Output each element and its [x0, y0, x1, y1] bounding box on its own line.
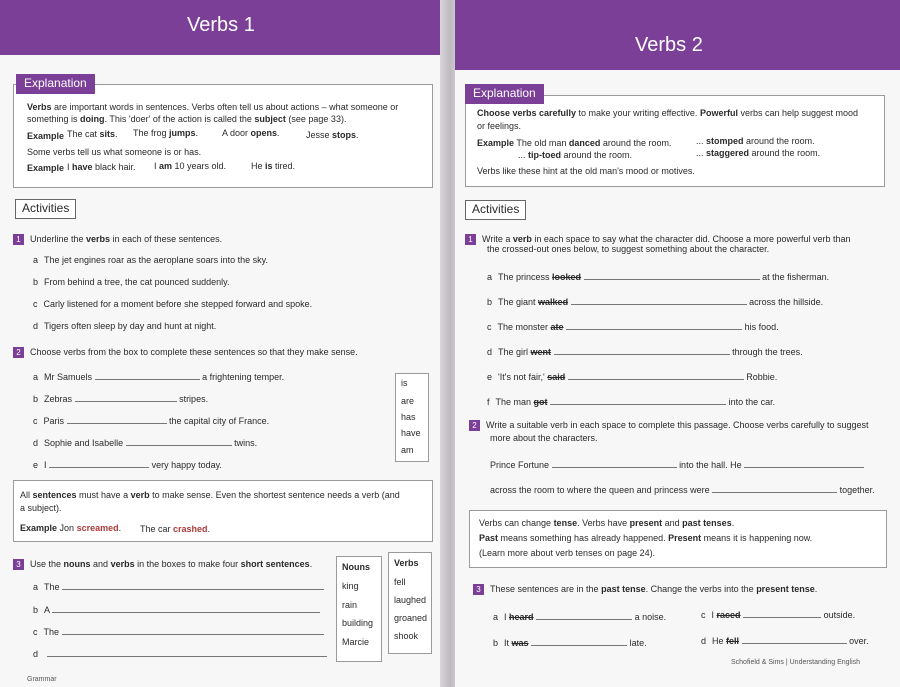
right-exp-line1: Choose verbs carefully to make your writing effective. Powerful verbs can help suggest mood — [477, 108, 859, 118]
tense-line3: (Learn more about verb tenses on page 24). — [479, 548, 656, 558]
q3-item: c I raced outside. — [701, 610, 856, 620]
example-label: Example — [27, 131, 65, 141]
left-example-row-2 — [27, 163, 64, 173]
exp-text: are important words in sentences. Verbs often tell us about actions – what someone or — [51, 102, 399, 112]
answer-line[interactable] — [568, 370, 744, 380]
passage-line2: across the room to where the queen and princess were together. — [490, 485, 875, 495]
answer-line[interactable] — [67, 414, 167, 424]
right-q1-instruction: 1 Write a verb in each space to say what the character did. Choose a more powerful verb than — [465, 234, 851, 245]
answer-line[interactable] — [712, 483, 837, 493]
left-footer: Grammar — [27, 676, 57, 683]
right-exp-line2: or feelings. — [477, 121, 522, 131]
q2-item: b Zebras stripes. — [33, 394, 209, 404]
right-footer: Schofield & Sims | Understanding English — [731, 659, 861, 666]
exp-text: (see page 33). — [285, 114, 347, 124]
q2-item: d Sophie and Isabelle twins. — [33, 438, 258, 448]
left-page — [0, 0, 445, 687]
right-page — [455, 0, 900, 687]
passage-line1: Prince Fortune into the hall. He — [490, 458, 864, 470]
q3-item: b It was late. — [493, 638, 647, 648]
answer-line[interactable] — [52, 603, 320, 613]
answer-line[interactable] — [742, 634, 847, 644]
right-explanation-tag: Explanation — [465, 84, 544, 104]
example-item: I am 10 years old. — [154, 161, 227, 171]
answer-line[interactable] — [126, 436, 232, 446]
answer-line[interactable] — [62, 625, 324, 635]
q3-item: a I heard a noise. — [493, 612, 667, 622]
answer-line[interactable] — [62, 580, 324, 590]
answer-line[interactable] — [49, 458, 149, 468]
note-example: Example Jon screamed. — [20, 523, 122, 533]
noun-item: rain — [342, 600, 358, 610]
left-q2-instruction: 2 Choose verbs from the box to complete these sentences so that they make sense. — [13, 347, 358, 358]
answer-line[interactable] — [552, 458, 677, 468]
right-exp-line4: Verbs like these hint at the old man's mood or motives. — [477, 166, 695, 176]
answer-line[interactable] — [554, 345, 730, 355]
right-activities-tag: Activities — [465, 200, 526, 220]
q2-item: e I very happy today. — [33, 460, 222, 470]
right-page-title: Verbs 2 — [635, 34, 703, 56]
answer-line[interactable] — [744, 458, 864, 468]
verbs-header: Verbs — [394, 558, 419, 568]
left-exp-line3: Some verbs tell us what someone is or has. — [27, 147, 202, 157]
question-number: 3 — [13, 559, 24, 570]
right-example-2b: ... staggered around the room. — [696, 148, 821, 158]
left-exp-line2 — [27, 114, 346, 124]
term-subject: subject — [254, 114, 286, 124]
q1-item: a The princess looked at the fisherman. — [487, 272, 830, 282]
question-number: 2 — [469, 420, 480, 431]
answer-line[interactable] — [95, 370, 200, 380]
q1-item: d Tigers often sleep by day and hunt at night. — [33, 321, 217, 331]
answer-line[interactable] — [550, 395, 726, 405]
verb-item: shook — [394, 631, 419, 641]
example-item: The cat sits. — [67, 129, 118, 139]
note-line2: a subject). — [20, 503, 62, 513]
left-q1-instruction: 1 Underline the verbs in each of these sentences. — [13, 234, 222, 245]
example-item: Jesse stops. — [306, 130, 359, 140]
q3-item: a The — [33, 580, 324, 592]
q1-item: f The man got into the car. — [487, 397, 776, 407]
answer-line[interactable] — [531, 636, 627, 646]
answer-line[interactable] — [566, 320, 742, 330]
example-item: A door opens. — [222, 128, 280, 138]
word-box-item: is — [401, 378, 408, 388]
left-example-row-1 — [27, 131, 64, 141]
q1-item: e 'It's not fair,' said Robbie. — [487, 372, 778, 382]
q1-item: c Carly listened for a moment before she stepped forward and spoke. — [33, 299, 313, 309]
word-box-item: are — [401, 396, 415, 406]
word-box-item: have — [401, 428, 421, 438]
q2-item: c Paris the capital city of France. — [33, 416, 270, 426]
question-number: 2 — [13, 347, 24, 358]
verb-item: fell — [394, 577, 406, 587]
example-label: Example — [27, 163, 65, 173]
answer-line[interactable] — [536, 610, 632, 620]
example-item: He is tired. — [251, 161, 296, 171]
question-number: 3 — [473, 584, 484, 595]
left-activities-tag: Activities — [15, 199, 76, 219]
tense-line1: Verbs can change tense. Verbs have present and past tenses. — [479, 518, 735, 528]
word-box-item: has — [401, 412, 416, 422]
right-example-2a: ... tip-toed around the room. — [518, 150, 633, 160]
q1-item: d The girl went through the trees. — [487, 347, 803, 357]
right-q2-line2: more about the characters. — [490, 433, 598, 443]
term-doing: doing — [80, 114, 105, 124]
left-exp-line1 — [27, 102, 398, 112]
q1-item: b From behind a tree, the cat pounced suddenly. — [33, 277, 230, 287]
example-item: The frog jumps. — [133, 128, 199, 138]
answer-line[interactable] — [571, 295, 747, 305]
verb-item: groaned — [394, 613, 428, 623]
answer-line[interactable] — [584, 270, 760, 280]
q3-item: b A — [33, 603, 320, 615]
noun-item: building — [342, 618, 374, 628]
q3-item: c The — [33, 625, 324, 637]
right-example-1b: ... stomped around the room. — [696, 136, 815, 146]
right-example-1a: Example The old man danced around the room. — [477, 138, 672, 148]
term-verbs: Verbs — [27, 102, 52, 112]
answer-line[interactable] — [743, 608, 821, 618]
right-q1-line2: the crossed-out ones below, to suggest something about the character. — [487, 244, 770, 254]
example-item: I have black hair. — [67, 162, 136, 172]
q1-item: c The monster ate his food. — [487, 322, 779, 332]
q3-item: d He fell over. — [701, 636, 869, 646]
verb-item: laughed — [394, 595, 427, 605]
nouns-header: Nouns — [342, 562, 370, 572]
q1-item: b The giant walked across the hillside. — [487, 297, 824, 307]
noun-item: king — [342, 581, 359, 591]
exp-text: something is — [27, 114, 81, 124]
note-example-2: The car crashed. — [140, 524, 211, 534]
noun-item: Marcie — [342, 637, 370, 647]
answer-line[interactable] — [75, 392, 177, 402]
left-explanation-tag: Explanation — [16, 74, 95, 94]
right-q2-instruction: 2 Write a suitable verb in each space to complete this passage. Choose verbs carefully to suggest — [469, 420, 869, 431]
left-page-title: Verbs 1 — [187, 14, 255, 36]
note-line1: All sentences must have a verb to make sense. Even the shortest sentence needs a verb (and — [20, 490, 400, 500]
exp-text: . This 'doer' of the action is called the — [104, 114, 255, 124]
word-box-item: am — [401, 445, 414, 455]
right-q3-instruction: 3 These sentences are in the past tense. Change the verbs into the present tense. — [473, 584, 817, 595]
tense-line2: Past means something has already happened. Present means it is happening now. — [479, 533, 813, 543]
answer-line[interactable] — [47, 647, 327, 657]
question-number: 1 — [465, 234, 476, 245]
q1-item: a The jet engines roar as the aeroplane soars into the sky. — [33, 255, 268, 265]
q2-item: a Mr Samuels a frightening temper. — [33, 372, 285, 382]
q3-item: d — [33, 647, 327, 659]
left-q3-instruction: 3 Use the nouns and verbs in the boxes to make four short sentences. — [13, 559, 312, 570]
question-number: 1 — [13, 234, 24, 245]
